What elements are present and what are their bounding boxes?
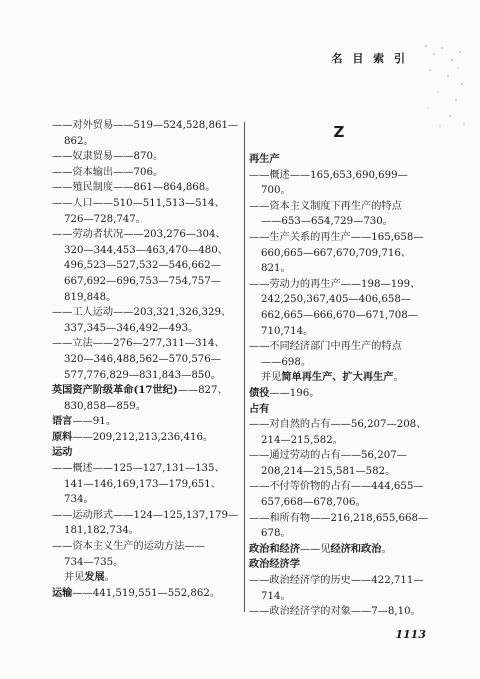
index-heading [52,383,242,399]
index-subentry: ——资本主义制度下再生产的特点 [249,200,402,212]
index-heading-term: 语言 [52,415,73,428]
index-heading-term: 政治经济学 [249,558,300,571]
index-crossref-end: 。 [381,543,392,555]
index-continuation-line: ——653—654,729—730。 [261,216,393,228]
index-continuation-line: 496,523—527,532—546,662— [64,260,221,272]
index-continuation-line: 710,714。 [261,325,314,337]
index-heading [249,542,429,558]
index-heading [249,557,429,573]
index-heading [52,586,242,602]
index-subentry: ——政治经济学的对象——7—8,10。 [249,606,421,618]
index-heading [249,402,429,418]
page-header-title: 名 目 索 引 [331,52,408,65]
see-also-prefix: 并见 [64,572,85,584]
see-also-end: 。 [104,572,115,584]
index-subentry: ——政治经济学的历史——422,711— [249,575,424,587]
index-continuation-line: 734。 [64,494,94,506]
index-heading-term: 英国资产阶级革命(17世纪) [52,384,178,397]
index-continuation-line: 726—728,747。 [64,213,146,225]
index-continuation-line: 320—346,488,562—570,576— [64,353,221,365]
index-heading-term: 占有 [249,402,270,415]
index-continuation-line: 714。 [261,590,291,602]
index-subentry: ——运动形式——124—125,137,179— [52,509,239,521]
index-continuation-line: 667,692—696,753—754,757— [64,275,221,287]
index-heading-refs: ——441,519,551—552,862。 [72,587,221,599]
index-heading-refs: ——91。 [72,416,116,428]
index-subentry: ——对自然的占有——56,207—208、 [249,419,427,431]
index-subentry: ——殖民制度——861—864,868。 [52,182,216,194]
index-continuation-line: 862。 [64,135,94,147]
index-continuation-line: 821。 [261,263,291,275]
index-entries-right [249,152,429,620]
index-heading [249,152,429,168]
index-continuation-line: 678。 [261,528,291,540]
index-heading [52,445,242,461]
index-heading [52,430,242,446]
column-divider [244,122,245,612]
index-heading-refs: ——见 [299,543,331,555]
index-see-also [52,570,242,586]
index-heading [249,386,429,402]
index-heading-term: 债役 [249,386,270,399]
scan-noise-speckle [422,40,468,130]
index-continuation-line: 214—215,582。 [261,434,343,446]
index-subentry: ——资本输出——706。 [52,166,164,178]
index-subentry: ——人口——510—511,513—514、 [52,197,225,209]
index-continuation-line: 660,665—667,670,709,716、 [261,247,411,259]
see-also-end: 。 [393,372,404,384]
index-subentry: ——不同经济部门中再生产的特点 [249,341,402,353]
index-subentry: ——不付等价物的占有——444,655— [249,481,424,493]
index-subentry: ——立法——276—277,311—314、 [52,338,225,350]
index-continuation-line: 700。 [261,185,291,197]
index-subentry: ——生产关系的再生产——165,658— [249,231,424,243]
index-heading-term: 运输 [52,586,73,599]
index-subentry: ——对外贸易——519—524,528,861— [52,120,239,131]
index-subentry: ——和所有物——216,218,655,668— [249,512,429,524]
index-crossref-term: 经济和政治 [330,542,382,555]
index-heading-term: 政治和经济 [249,542,300,555]
index-column-right [249,122,429,620]
index-continuation-line: 577,776,829—831,843—850。 [64,369,221,381]
index-heading-refs: ——827、 [177,385,228,397]
index-continuation-line: 242,250,367,405—406,658— [261,294,411,306]
see-also-term: 发展 [84,571,105,584]
index-subentry: ——劳动力的再生产——198—199、 [249,278,421,290]
page-number: 1113 [395,628,426,641]
index-heading-term: 运动 [52,446,73,459]
index-heading-refs: ——196。 [269,387,320,399]
index-continuation-line: 337,345—346,492—493。 [64,322,199,334]
index-continuation-line: 819,848。 [64,291,117,303]
index-heading-term: 原料 [52,430,73,443]
index-subentry: ——通过劳动的占有——56,207— [249,450,407,462]
index-subentry: ——工人运动——203,321,326,329、 [52,307,232,319]
index-see-also [249,370,429,386]
index-heading [52,414,242,430]
see-also-prefix: 并见 [261,372,282,384]
index-continuation-line: 657,668—678,706。 [261,497,366,509]
index-continuation-line: ——698。 [261,356,312,368]
index-continuation-line: 830,858—859。 [64,400,146,412]
index-heading-term: 再生产 [249,153,280,165]
index-continuation-line: 320—344,453—463,470—480、 [64,244,228,256]
index-continuation-line: 141—146,169,173—179,651、 [64,478,221,490]
index-subentry: ——资本主义生产的运动方法—— [52,541,205,553]
index-subentry: ——概述——165,653,690,699— [249,169,408,181]
index-continuation-line: 662,665—666,670—671,708— [261,309,418,321]
see-also-term: 简单再生产、扩大再生产 [281,371,394,384]
section-letter: Z [333,123,345,141]
index-subentry: ——劳动者状况——203,276—304、 [52,229,226,241]
index-subentry: ——概述——125—127,131—135、 [52,463,225,475]
index-continuation-line: 208,214—215,581—582。 [261,465,396,477]
index-continuation-line: 181,182,734。 [64,525,139,537]
index-subentry: ——奴隶贸易——870。 [52,151,164,163]
index-heading-refs: ——209,212,213,236,416。 [72,431,214,443]
index-column-left [52,118,242,601]
index-continuation-line: 734—735。 [64,556,124,568]
